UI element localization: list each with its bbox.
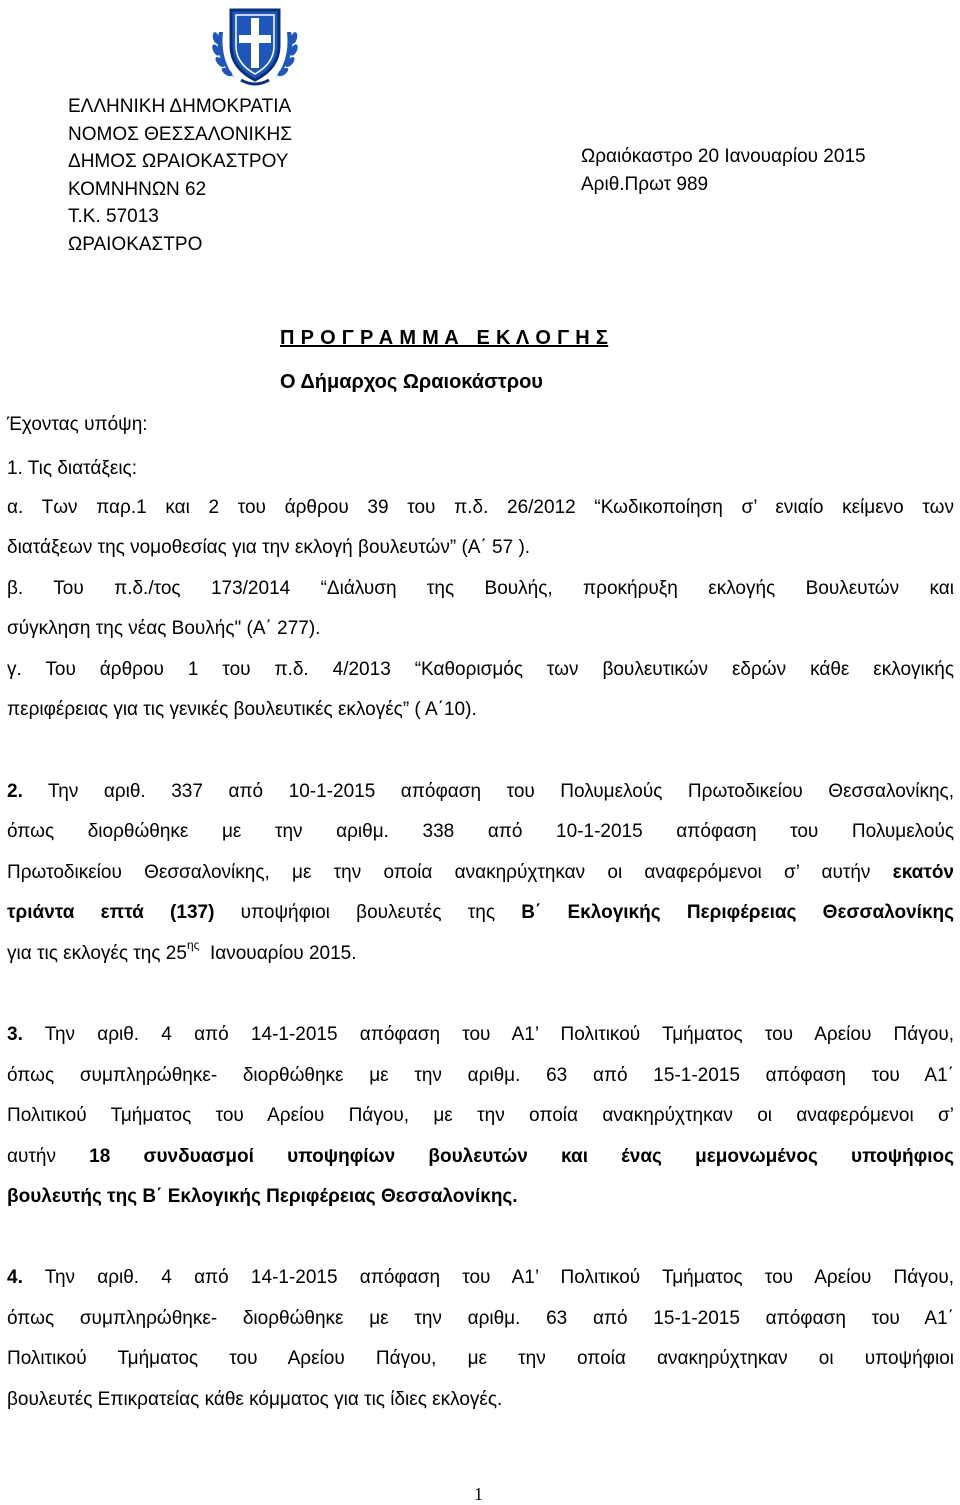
item-2-bold-3: εκατόν: [892, 862, 954, 883]
item-1-heading: 1. Τις διατάξεις:: [7, 458, 137, 479]
protocol-number: Αριθ.Πρωτ 989: [581, 173, 709, 195]
postal-code-line: Τ.Κ. 57013: [68, 206, 159, 227]
item-3-line-2: όπως συμπληρώθηκε- διορθώθηκε με την αριθμ. 63 από 15-1-2015 απόφαση του Α1΄: [7, 1065, 954, 1086]
document-title: Π Ρ Ο Γ Ρ Α Μ Μ Α Ε Κ Λ Ο Γ Η Σ: [280, 327, 609, 349]
item-2-text-5b: Ιανουαρίου 2015.: [199, 943, 357, 964]
item-4-line-4: βουλευτές Επικρατείας κάθε κόμματος για τις ίδιες εκλογές.: [7, 1389, 503, 1410]
item-2-line-1: [7, 781, 954, 803]
item-4-line-1: [7, 1267, 954, 1289]
sender-address-block: [68, 93, 292, 258]
item-2-line-2: όπως διορθώθηκε με την αριθμ. 338 από 10-1-2015 απόφαση του Πολυμελούς: [7, 821, 954, 842]
country-line: ΕΛΛΗΝΙΚΗ ΔΗΜΟΚΡΑΤΙΑ: [68, 96, 292, 117]
item-2-line-3: [7, 862, 954, 884]
item-4-line-3: Πολιτικού Τμήματος του Αρείου Πάγου, με την οποία ανακηρύχτηκαν οι υποψήφιοι: [7, 1348, 954, 1369]
item-1a-line-1: α. Των παρ.1 και 2 του άρθρου 39 του π.δ. 26/2012 “Κωδικοποίηση σ’ ενιαίο κείμενο των: [7, 497, 954, 518]
item-4-text-1: Την αριθ. 4 από 14-1-2015 απόφαση του Α1’ Πολιτικού Τμήματος του Αρείου Πάγου,: [22, 1267, 954, 1288]
page-number: 1: [474, 1484, 483, 1504]
item-2-text-5a: για τις εκλογές της 25: [7, 943, 187, 964]
document-date: Ωραιόκαστρο 20 Ιανουαρίου 2015: [581, 146, 866, 167]
item-2-text-4: υποψήφιοι βουλευτές της: [214, 902, 522, 923]
item-3-bold-4: 18 συνδυασμοί υποψηφίων βουλευτών και ένας μεμονωμένος υποψήφιος: [89, 1146, 954, 1167]
item-1a-line-2: διατάξεων της νομοθεσίας για την εκλογή βουλευτών” (Α΄ 57 ).: [7, 537, 531, 558]
item-3-text-1: Την αριθ. 4 από 14-1-2015 απόφαση του Α1’ Πολιτικού Τμήματος του Αρείου Πάγου,: [22, 1024, 954, 1045]
item-1b-line-2: σύγκληση της νέας Βουλής" (Α΄ 277).: [7, 618, 321, 639]
item-1c-line-2: περιφέρειας για τις γενικές βουλευτικές εκλογές” ( Α΄10).: [7, 699, 477, 720]
item-3-text-4: αυτήν: [7, 1146, 90, 1167]
item-3-line-4: [7, 1146, 954, 1168]
item-2-text-1: Την αριθ. 337 από 10-1-2015 απόφαση του Πολυμελούς Πρωτοδικείου Θεσσαλονίκης,: [22, 781, 954, 802]
item-2-ordinal-sup: ης: [186, 938, 200, 952]
item-3-line-1: [7, 1024, 954, 1046]
document-subtitle: Ο Δήμαρχος Ωραιοκάστρου: [280, 371, 543, 393]
date-protocol-block: [581, 143, 866, 198]
item-4-number: 4.: [7, 1267, 23, 1288]
city-line: ΩΡΑΙΟΚΑΣΤΡΟ: [68, 233, 203, 255]
item-3-line-5: βουλευτής της Β΄ Εκλογικής Περιφέρειας Θεσσαλονίκης.: [7, 1186, 518, 1207]
item-3-number: 3.: [7, 1024, 23, 1045]
item-2-text-3: Πρωτοδικείου Θεσσαλονίκης, με την οποία ανακηρύχτηκαν οι αναφερόμενοι σ’ αυτήν: [7, 862, 893, 883]
item-2-bold-count: τριάντα επτά (137): [7, 902, 215, 923]
item-1c-line-1: γ. Του άρθρου 1 του π.δ. 4/2013 “Καθορισμός των βουλευτικών εδρών κάθε εκλογικής: [7, 659, 954, 680]
municipality-line: ΔΗΜΟΣ ΩΡΑΙΟΚΑΣΤΡΟΥ: [68, 151, 289, 172]
item-1b-line-1: β. Του π.δ./τος 173/2014 “Διάλυση της Βουλής, προκήρυξη εκλογής Βουλευτών και: [7, 578, 954, 599]
item-4-line-2: όπως συμπληρώθηκε- διορθώθηκε με την αριθμ. 63 από 15-1-2015 απόφαση του Α1΄: [7, 1308, 954, 1329]
greek-coat-of-arms-emblem: [205, 2, 305, 88]
item-3-line-3: Πολιτικού Τμήματος του Αρείου Πάγου, με την οποία ανακηρύχτηκαν οι αναφερόμενοι σ’: [7, 1105, 954, 1126]
item-2-line-5: [7, 938, 357, 965]
intro-text: Έχοντας υπόψη:: [7, 414, 148, 435]
prefecture-line: ΝΟΜΟΣ ΘΕΣΣΑΛΟΝΙΚΗΣ: [68, 123, 292, 145]
street-line: ΚΟΜΝΗΝΩΝ 62: [68, 178, 207, 200]
item-2-bold-region: Β΄ Εκλογικής Περιφέρειας Θεσσαλονίκης: [521, 902, 955, 923]
item-2-number: 2.: [7, 781, 23, 802]
item-2-line-4: [7, 902, 954, 924]
